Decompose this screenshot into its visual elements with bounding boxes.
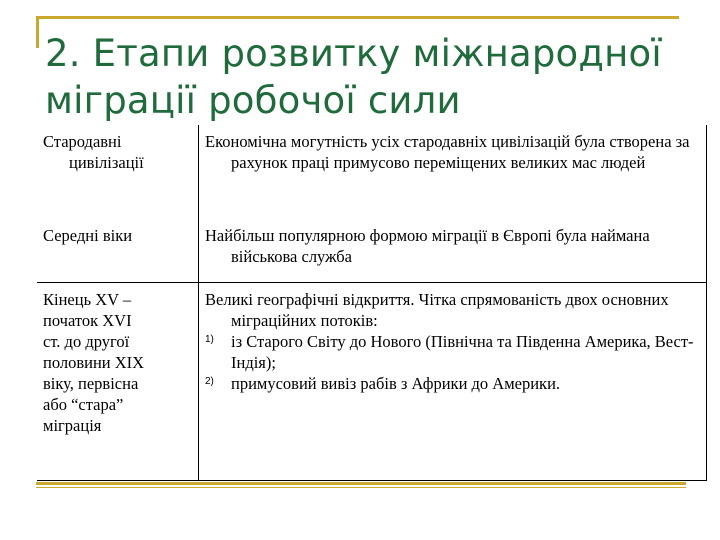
description-cell-early-migration xyxy=(205,289,701,394)
period-label-line: половини XIX xyxy=(43,353,145,372)
description-text: Економічна могутність усіх стародавніх цивілізацій була створена за рахунок праці примусово переміщених великих мас людей xyxy=(205,132,690,172)
period-cell-middle-ages xyxy=(43,225,193,246)
bottom-accent-thin-line xyxy=(36,487,686,488)
left-accent-line xyxy=(36,16,39,48)
period-label: Стародавні цивілізації xyxy=(43,132,144,172)
table-bottom-border xyxy=(37,480,707,481)
description-text: Найбільш популярною формою міграції в Європі була наймана військова служба xyxy=(205,226,650,266)
period-label: Середні віки xyxy=(43,226,133,245)
top-accent-line xyxy=(36,16,679,19)
period-cell-early-migration xyxy=(43,289,193,436)
period-label-line: або “стара” xyxy=(43,395,124,414)
period-label-line: віку, первісна xyxy=(43,374,139,393)
description-cell-ancient xyxy=(205,131,701,173)
migration-stages-table xyxy=(37,125,707,481)
description-text: Великі географічні відкриття. Чітка спрямованість двох основних міграційних потоків: xyxy=(205,290,669,330)
period-label-line: Кінець XV – xyxy=(43,290,132,309)
column-divider xyxy=(198,125,199,481)
table-right-border xyxy=(706,125,707,481)
period-label-line: ст. до другої xyxy=(43,332,130,351)
list-item-text: із Старого Світу до Нового (Північна та Південна Америка, Вест-Індія); xyxy=(231,332,694,372)
row-divider xyxy=(37,282,707,283)
bottom-accent-line xyxy=(36,482,686,485)
description-cell-middle-ages xyxy=(205,225,701,267)
list-marker: 1) xyxy=(205,334,214,345)
list-marker: 2) xyxy=(205,376,214,387)
list-item xyxy=(205,373,701,394)
period-cell-ancient xyxy=(43,131,193,173)
list-item xyxy=(205,331,701,373)
slide-title: 2. Етапи розвитку міжнародної міграції робочої сили xyxy=(45,32,662,122)
list-item-text: примусовий вивіз рабів з Африки до Америки. xyxy=(231,374,561,393)
period-label-line: початок XVI xyxy=(43,311,132,330)
period-label-line: міграція xyxy=(43,416,102,435)
